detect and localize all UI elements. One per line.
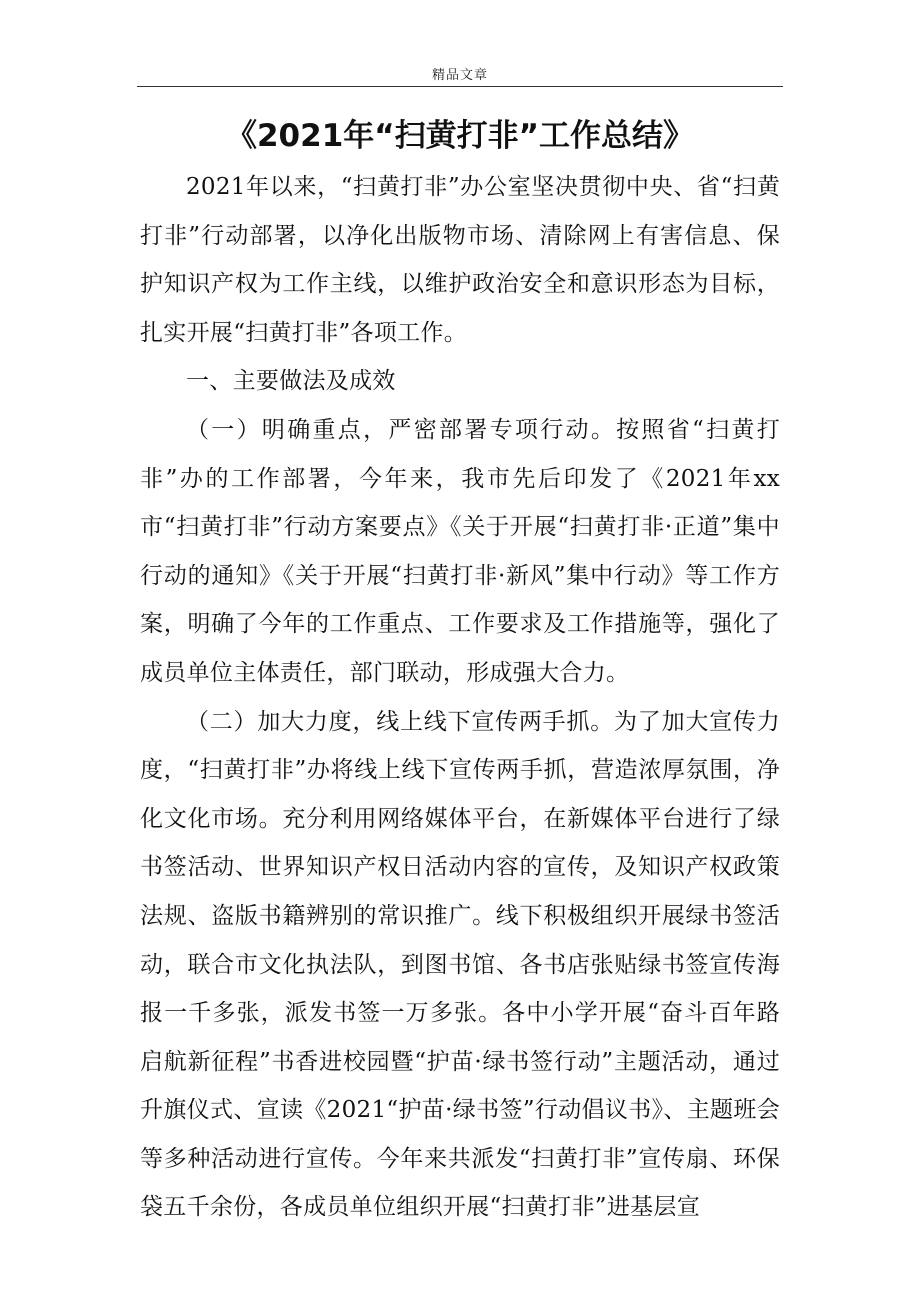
header-divider — [137, 86, 783, 87]
document-title: 《2021年“扫黄打非”工作总结》 — [225, 118, 695, 154]
document-body — [140, 163, 780, 1232]
section-heading: 一、主要做法及成效 — [186, 368, 396, 395]
paragraph-one: （一）明确重点，严密部署专项行动。按照省“扫黄打非”办的工作部署，今年来，我市先后印发了《2021年xx市“扫黄打非”行动方案要点》《关于开展“扫黄打非·正道”集中行动的通知》《关于开展“扫黄打非·新风”集中行动》等工作方案，明确了今年的工作重点、工作要求及工作措施等，强化了成员单位主体责任，部门联动，形成强大合力。 — [140, 416, 780, 686]
intro-paragraph: 2021年以来，“扫黄打非”办公室坚决贯彻中央、省“扫黄打非”行动部署，以净化出版物市场、清除网上有害信息、保护知识产权为工作主线，以维护政治安全和意识形态为目标，扎实开展“扫黄打非”各项工作。 — [140, 174, 780, 346]
page-header: 精品文章 — [431, 68, 488, 83]
paragraph-two: （二）加大力度，线上线下宣传两手抓。为了加大宣传力度，“扫黄打非”办将线上线下宣传两手抓，营造浓厚氛围，净化文化市场。充分利用网络媒体平台，在新媒体平台进行了绿书签活动、世界知识产权日活动内容的宣传，及知识产权政策法规、盗版书籍辨别的常识推广。线下积极组织开展绿书签活动，联合市文化执法队，到图书馆、各书店张贴绿书签宣传海报一千多张，派发书签一万多张。各中小学开展“奋斗百年路启航新征程”书香进校园暨“护苗·绿书签行动”主题活动，通过升旗仪式、宣读《2021“护苗·绿书签”行动倡议书》、主题班会等多种活动进行宣传。今年来共派发“扫黄打非”宣传扇、环保袋五千余份，各成员单位组织开展“扫黄打非”进基层宣 — [140, 708, 780, 1221]
